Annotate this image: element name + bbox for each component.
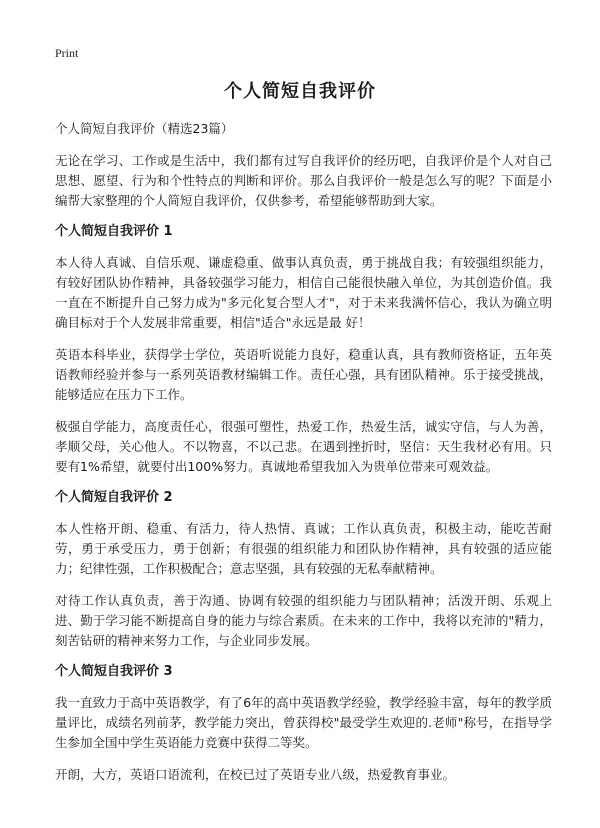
section-paragraph: 我一直致力于高中英语教学，有了6年的高中英语教学经验，教学经验丰富，每年的教学质量评比，成绩名列前茅，教学能力突出，曾获得校"最受学生欢迎的.老师"称号，在指导学生参加全国中学生英语能力竞赛中获得二等奖。: [55, 695, 552, 750]
section-heading: 个人简短自我评价 1: [55, 224, 173, 239]
page-title: 个人简短自我评价: [224, 81, 376, 102]
section-paragraph: 对待工作认真负责，善于沟通、协调有较强的组织能力与团队精神；活泼开朗、乐观上进、勤于学习能不断提高自身的能力与综合素质。在未来的工作中，我将以充沛的"精力，刻苦钻研的精神来努力工作，与企业同步发展。: [55, 593, 552, 648]
intro-paragraph: 无论在学习、工作或是生活中，我们都有过写自我评价的经历吧，自我评价是个人对自己思想、愿望、行为和个性特点的判断和评价。那么自我评价一般是怎么写的呢？下面是小编帮大家整理的个人简短自我评价，仅供参考，希望能够帮助到大家。: [55, 153, 552, 208]
section-paragraph: 极强自学能力，高度责任心，很强可塑性，热爱工作，热爱生活，诚实守信，与人为善，孝顺父母，关心他人。不以物喜，不以己悲。在遇到挫折时，坚信：天生我材必有用。只要有1%希望，就要付出100%努力。真诚地希望我加入为贵单位带来可观效益。: [55, 419, 552, 474]
section-heading: 个人简短自我评价 2: [55, 490, 173, 505]
section-heading: 个人简短自我评价 3: [55, 664, 173, 679]
article-subtitle: 个人简短自我评价（精选23篇）: [55, 121, 234, 136]
print-link[interactable]: Print: [55, 46, 79, 60]
section-paragraph: 开朗，大方，英语口语流利，在校已过了英语专业八级，热爱教育事业。: [55, 767, 456, 782]
article-body: [55, 119, 552, 797]
section-paragraph: 本人性格开朗、稳重、有活力，待人热情、真诚；工作认真负责，积极主动，能吃苦耐劳，勇于承受压力，勇于创新；有很强的组织能力和团队协作精神，具有较强的适应能力；纪律性强，工作积极配合；意志坚强，具有较强的无私奉献精神。: [55, 521, 552, 576]
section-paragraph: 英语本科毕业，获得学士学位，英语听说能力良好，稳重认真，具有教师资格证，五年英语教师经验并参与一系列英语教材编辑工作。责任心强，具有团队精神。乐于接受挑战，能够适应在压力下工作。: [55, 347, 552, 402]
section-paragraph: 本人待人真诚、自信乐观、谦虚稳重、做事认真负责，勇于挑战自我；有较强组织能力，有较好团队协作精神，具备较强学习能力，相信自己能很快融入单位，为其创造价值。我一直在不断提升自己努力成为"多元化复合型人才"，对于未来我满怀信心，我认为确立明确目标对于个人发展非常重要，相信"适合"永远是最 好！: [55, 255, 552, 330]
